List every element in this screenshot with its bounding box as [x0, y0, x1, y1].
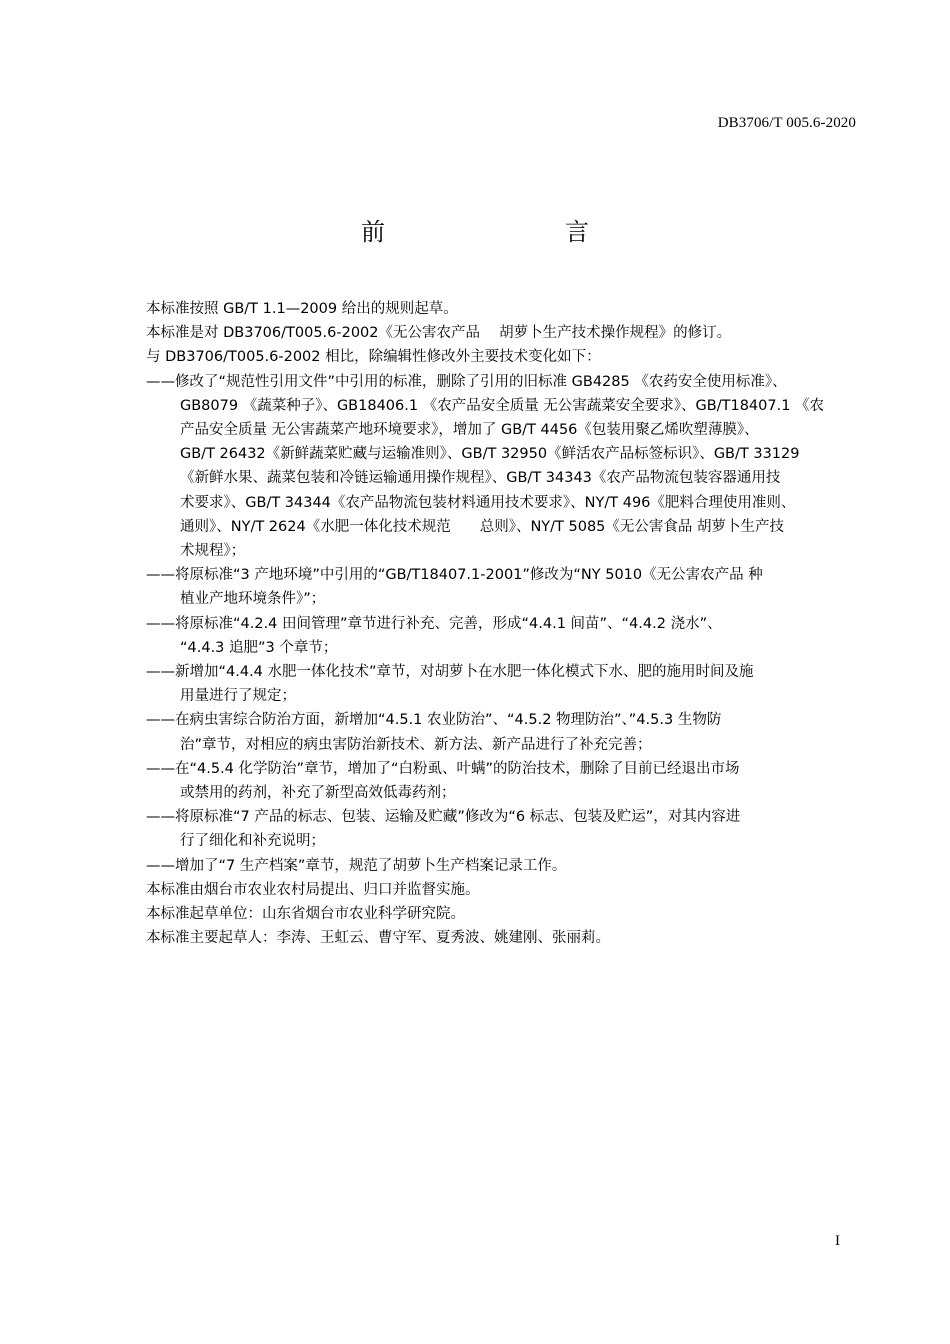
change-item-3 [146, 612, 906, 660]
change-line: 行了细化和补充说明； [180, 833, 325, 850]
paragraph-drafting-unit: 本标准起草单位：山东省烟台市农业科学研究院。 [146, 906, 465, 923]
change-line: ——将原标准“7 产品的标志、包装、运输及贮藏”修改为“6 标志、包装及贮运”，对其内容进 [146, 809, 741, 826]
change-line: 术规程》； [180, 543, 246, 560]
change-item-4 [146, 660, 906, 708]
changes-list [146, 370, 906, 878]
change-line: ——将原标准“4.2.4 田间管理”章节进行补充、完善，形成“4.4.1 间苗”、“4.4.2 浇水”、 [146, 615, 722, 632]
change-line: ——修改了“规范性引用文件”中引用的标准，删除了引用的旧标准 GB4285 《农药安全使用标准》、 [146, 373, 787, 390]
page-number: I [835, 1233, 840, 1249]
paragraph-revision-of: 本标准是对 DB3706/T005.6-2002《无公害农产品 胡萝卜生产技术操作规程》的修订。 [146, 325, 732, 342]
change-item-1 [146, 370, 906, 564]
closing-paragraphs [146, 878, 906, 951]
change-line: 产品安全质量 无公害蔬菜产地环境要求》，增加了 GB/T 4456《包装用聚乙烯吹塑薄膜》、 [180, 422, 759, 439]
document-code: DB3706/T 005.6-2020 [717, 115, 856, 131]
change-line: 《新鲜水果、蔬菜包装和冷链运输通用操作规程》、GB/T 34343《农产品物流包装容器通用技 [180, 470, 781, 487]
change-line: 植业产地环境条件》”； [180, 591, 326, 608]
change-line: GB/T 26432《新鲜蔬菜贮藏与运输准则》、GB/T 32950《鲜活农产品标签标识》、GB/T 33129 [180, 446, 800, 463]
change-line: GB8079 《蔬菜种子》、GB18406.1 《农产品安全质量 无公害蔬菜安全要求》、GB/T18407.1 《农 [180, 397, 825, 414]
change-item-8 [146, 854, 906, 878]
change-line: ——在“4.5.4 化学防治”章节，增加了“白粉虱、叶螨”的防治技术，删除了目前已经退出市场 [146, 760, 740, 777]
change-line: ——在病虫害综合防治方面，新增加“4.5.1 农业防治”、“4.5.2 物理防治”、”4.5.3 生物防 [146, 712, 722, 729]
change-line: 或禁用的药剂，补充了新型高效低毒药剂； [180, 785, 456, 802]
paragraph-drafting-rules: 本标准按照 GB/T 1.1—2009 给出的规则起草。 [146, 301, 458, 317]
intro-paragraphs [146, 297, 906, 370]
change-line: ——新增加“4.4.4 水肥一体化技术”章节，对胡萝卜在水肥一体化模式下水、肥的施用时间及施 [146, 664, 754, 681]
change-item-6 [146, 757, 906, 805]
page-title: 前 言 [361, 218, 633, 246]
paragraph-drafters: 本标准主要起草人：李涛、王虹云、曹守军、夏秀波、姚建刚、张丽莉。 [146, 930, 610, 947]
change-line: 治”章节，对相应的病虫害防治新技术、新方法、新产品进行了补充完善； [180, 736, 652, 753]
change-line: 用量进行了规定； [180, 688, 296, 705]
document-body [146, 297, 906, 950]
paragraph-proposer: 本标准由烟台市农业农村局提出、归口并监督实施。 [146, 881, 480, 898]
change-line: 通则》、NY/T 2624《水肥一体化技术规范 总则》、NY/T 5085《无公害食品 胡萝卜生产技 [180, 518, 785, 535]
change-line: “4.4.3 追肥”3 个章节； [180, 639, 338, 656]
change-line: ——将原标准“3 产地环境”中引用的“GB/T18407.1-2001”修改为“NY 5010《无公害农产品 种 [146, 567, 763, 584]
change-item-2 [146, 563, 906, 611]
change-item-7 [146, 805, 906, 853]
change-line: 术要求》、GB/T 34344《农产品物流包装材料通用技术要求》、NY/T 496《肥料合理使用准则、 [180, 494, 796, 511]
change-item-5 [146, 708, 906, 756]
paragraph-changes-intro: 与 DB3706/T005.6-2002 相比，除编辑性修改外主要技术变化如下： [146, 349, 601, 366]
change-line: ——增加了“7 生产档案”章节，规范了胡萝卜生产档案记录工作。 [146, 857, 567, 874]
